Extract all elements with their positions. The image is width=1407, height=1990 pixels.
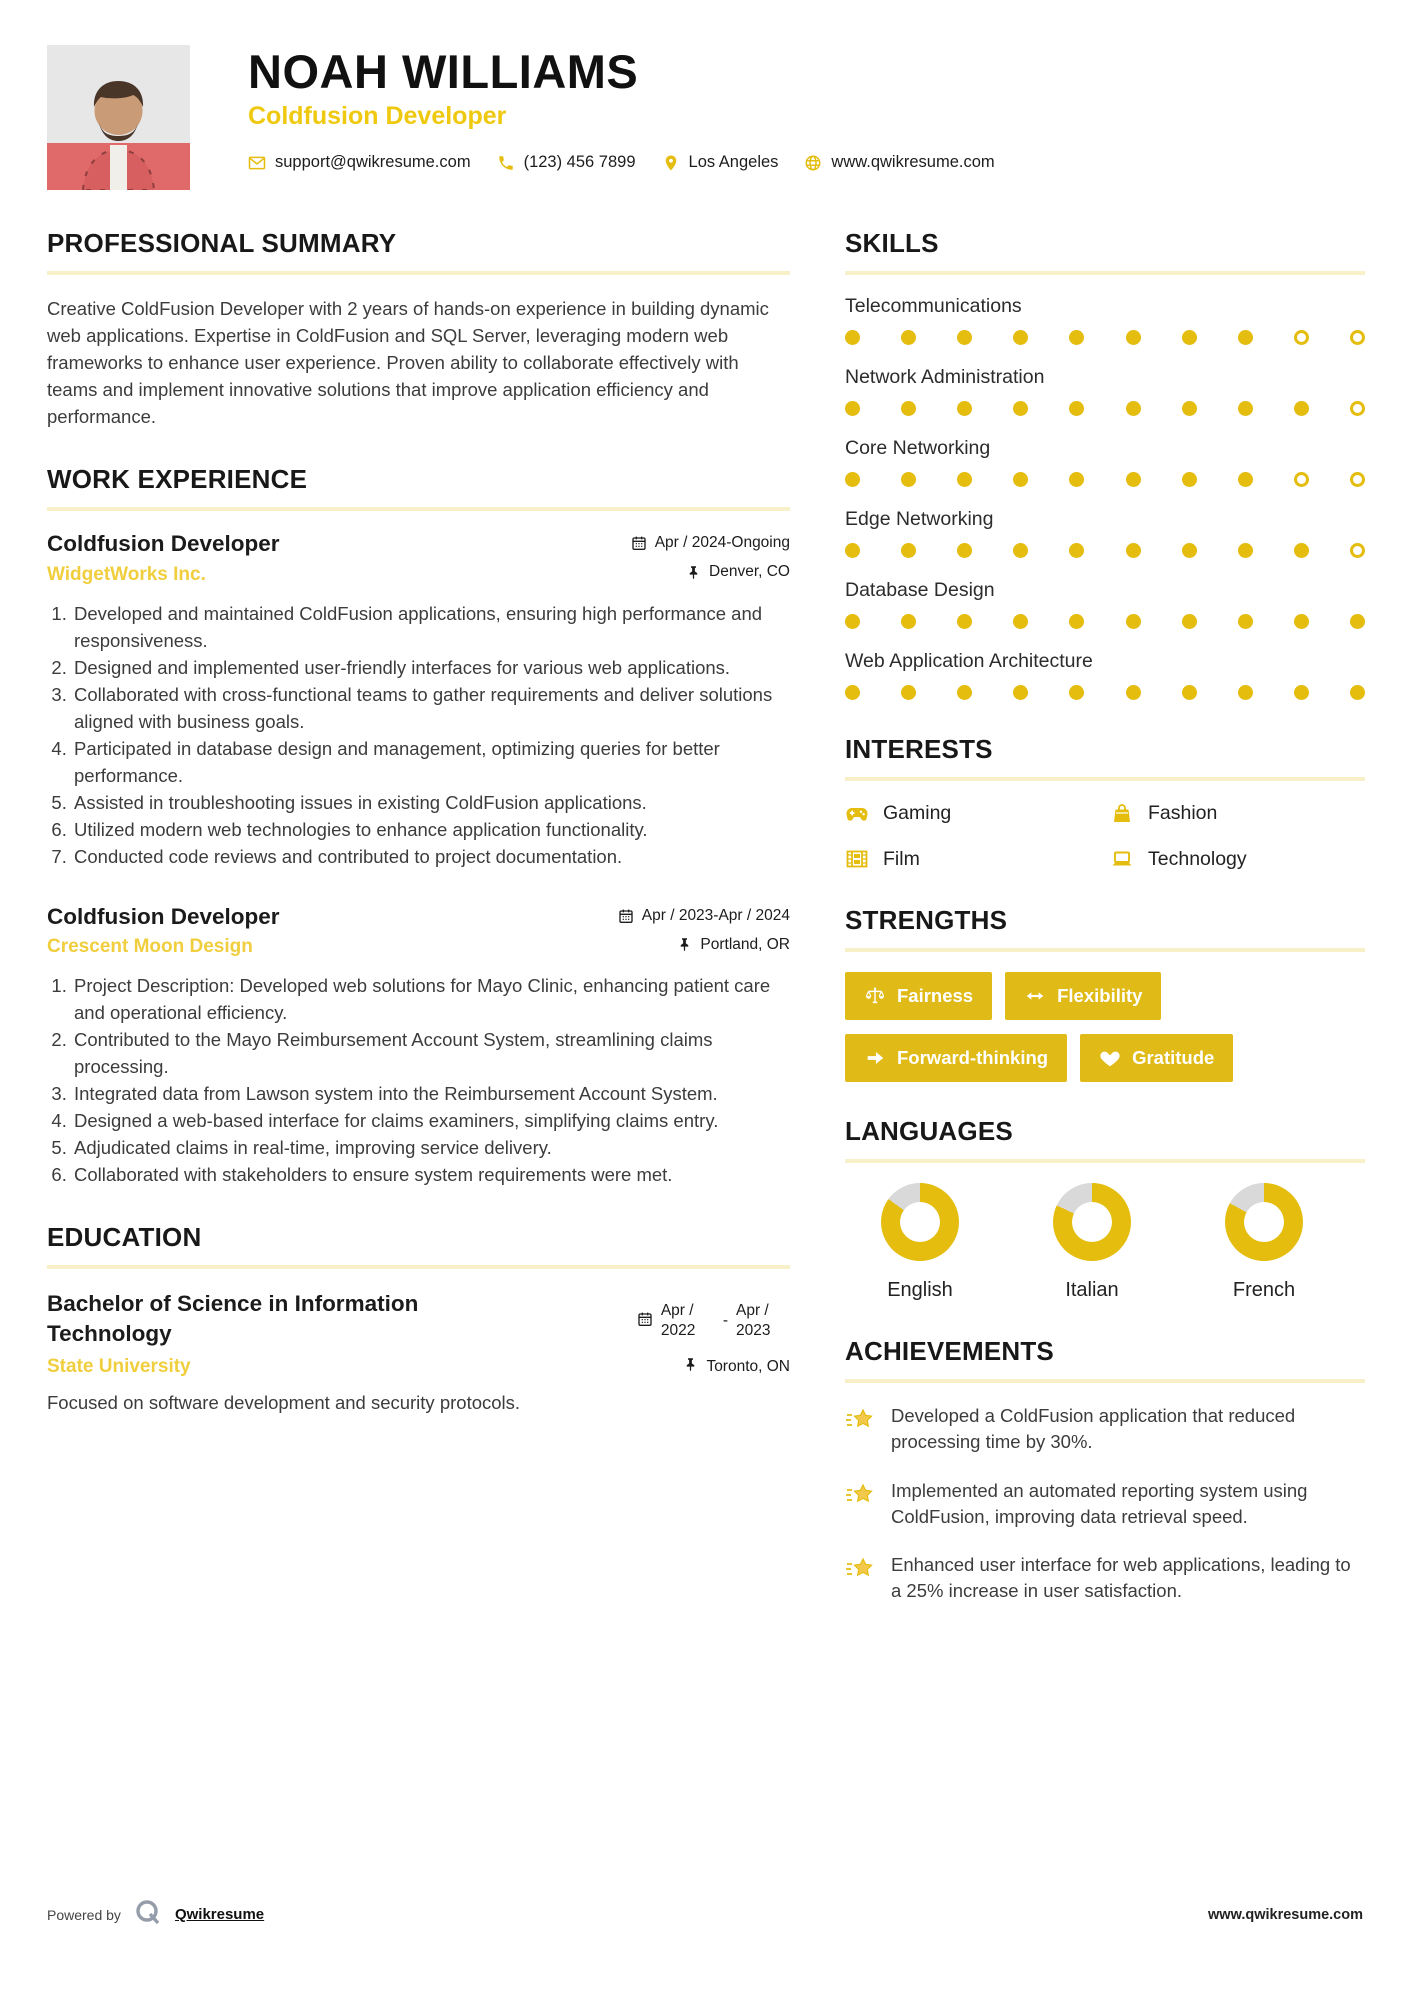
phone-icon [497, 154, 515, 172]
section-heading: SKILLS [845, 228, 939, 258]
skill-dot-filled [1126, 330, 1141, 345]
skill-dot-filled [1350, 685, 1365, 700]
skill-row [845, 437, 1365, 487]
header-main [248, 45, 995, 172]
achievement-item [845, 1552, 1365, 1605]
company-name: Crescent Moon Design [47, 936, 253, 957]
job-bullet: 3. Collaborated with cross-functional teams to gather requirements and deliver solutions aligned with business goals. [72, 681, 790, 735]
job-bullet: 7. Conducted code reviews and contributed to project documentation. [72, 843, 790, 870]
section-heading: STRENGTHS [845, 905, 1008, 935]
education-header [47, 1289, 790, 1350]
arrow-right-icon [864, 1047, 886, 1069]
language-label: Italian [1065, 1279, 1119, 1301]
skill-dot-filled [901, 401, 916, 416]
skill-dot-filled [1126, 472, 1141, 487]
job-title: Coldfusion Developer [47, 531, 280, 556]
achievements-list [845, 1403, 1365, 1605]
star-icon [845, 1403, 875, 1456]
skill-dot-filled [1126, 543, 1141, 558]
job-header [47, 531, 790, 557]
qwikresume-link[interactable]: Qwikresume [174, 1906, 265, 1923]
skill-row [845, 508, 1365, 558]
language-label: French [1232, 1279, 1296, 1301]
pin-icon [677, 937, 692, 952]
heading-rule [47, 271, 790, 275]
section-skills [845, 228, 1365, 700]
contact-text: support@qwikresume.com [275, 153, 471, 172]
heart-icon [1099, 1047, 1121, 1069]
skill-dot-filled [957, 401, 972, 416]
right-column [845, 228, 1365, 1639]
skill-dot-filled [901, 614, 916, 629]
profile-photo [47, 45, 190, 190]
interest-item [1110, 847, 1365, 871]
degree-name: Bachelor of Science in Information Technology [47, 1291, 419, 1347]
job-dates [618, 907, 790, 925]
skill-dot-filled [1013, 401, 1028, 416]
skill-dot-filled [1013, 614, 1028, 629]
education-date-end: Apr / 2023 [736, 1302, 771, 1340]
interest-item [845, 847, 1100, 871]
section-languages [845, 1116, 1365, 1302]
film-icon [845, 847, 869, 871]
job-dates-text: Apr / 2024-Ongoing [654, 534, 790, 551]
strength-badge [845, 972, 992, 1020]
section-heading: WORK EXPERIENCE [47, 464, 308, 494]
strength-label: Forward-thinking [897, 1047, 1049, 1068]
contact-item-email[interactable] [248, 153, 471, 172]
education-subrow [47, 1356, 790, 1378]
skill-dot-filled [1126, 614, 1141, 629]
job-bullets [47, 972, 790, 1188]
pin-icon [686, 565, 701, 580]
calendar-icon [618, 908, 634, 924]
job-dates [631, 534, 790, 552]
contact-item-phone[interactable] [497, 153, 636, 172]
left-right-arrow-icon [1024, 985, 1046, 1007]
job-subheader [47, 563, 790, 586]
skill-dot-filled [845, 330, 860, 345]
skill-dot-filled [1238, 472, 1253, 487]
contact-item-globe[interactable] [804, 153, 994, 172]
skill-row [845, 650, 1365, 700]
contact-text: Los Angeles [688, 153, 779, 172]
strength-label: Flexibility [1057, 985, 1143, 1006]
interest-label: Fashion [1148, 801, 1218, 824]
heading-rule [845, 777, 1365, 781]
skill-dot-filled [1013, 330, 1028, 345]
heading-rule [47, 1265, 790, 1269]
skill-dot-filled [845, 401, 860, 416]
language-donut-chart [1053, 1183, 1131, 1261]
languages-row [845, 1183, 1365, 1302]
heading-rule [47, 507, 790, 511]
contact-row [248, 153, 995, 172]
education-location-text: Toronto, ON [706, 1357, 790, 1375]
gamepad-icon [845, 801, 869, 825]
skill-dots [845, 543, 1365, 558]
star-icon [845, 1478, 875, 1531]
job-bullet: 2. Designed and implemented user-friendly interfaces for various web applications. [72, 654, 790, 681]
skill-dot-empty [1294, 330, 1309, 345]
skill-dot-filled [1069, 614, 1084, 629]
job-bullet: 6. Utilized modern web technologies to enhance application functionality. [72, 816, 790, 843]
interests-grid [845, 801, 1365, 871]
job-subheader [47, 936, 790, 959]
skill-dot-empty [1350, 330, 1365, 345]
strength-badge [845, 1034, 1067, 1082]
education-dates [637, 1293, 790, 1350]
scales-icon [864, 985, 886, 1007]
footer-site-link[interactable]: www.qwikresume.com [1208, 1906, 1363, 1923]
skill-dot-filled [1013, 543, 1028, 558]
skill-dot-filled [1182, 543, 1197, 558]
section-achievements [845, 1336, 1365, 1605]
skill-dot-filled [957, 472, 972, 487]
skill-dot-filled [1069, 685, 1084, 700]
skill-name: Edge Networking [845, 508, 994, 530]
skill-dot-filled [1069, 543, 1084, 558]
skill-dot-filled [1238, 330, 1253, 345]
education-location [683, 1357, 790, 1377]
interest-item [845, 801, 1100, 825]
language-item [845, 1183, 995, 1302]
jobs-list [47, 531, 790, 1188]
skill-name: Telecommunications [845, 295, 1022, 317]
skill-dot-filled [1238, 614, 1253, 629]
calendar-icon [631, 535, 647, 551]
job-location-text: Denver, CO [709, 563, 790, 580]
skill-dot-filled [1069, 472, 1084, 487]
heading-rule [845, 271, 1365, 275]
skill-dot-filled [1294, 401, 1309, 416]
interest-label: Technology [1148, 847, 1247, 870]
email-icon [248, 154, 266, 172]
job-entry [47, 904, 790, 1189]
interest-label: Film [883, 847, 920, 870]
job-bullet: 6. Collaborated with stakeholders to ensure system requirements were met. [72, 1161, 790, 1188]
job-bullet: 1. Project Description: Developed web solutions for Mayo Clinic, enhancing patient care and operational efficiency. [72, 972, 790, 1026]
skill-dot-filled [845, 685, 860, 700]
pin-icon [683, 1357, 698, 1377]
job-dates-text: Apr / 2023-Apr / 2024 [641, 906, 790, 924]
skill-dot-filled [957, 543, 972, 558]
interest-item [1110, 801, 1365, 825]
laptop-icon [1110, 847, 1134, 871]
job-bullet: 1. Developed and maintained ColdFusion applications, ensuring high performance and responsiveness. [72, 600, 790, 654]
skill-dot-empty [1350, 472, 1365, 487]
language-donut-chart [1225, 1183, 1303, 1261]
skill-dot-filled [1126, 401, 1141, 416]
job-entry [47, 531, 790, 870]
powered-by-label: Powered by [47, 1906, 121, 1923]
achievement-text: Enhanced user interface for web applications, leading to a 25% increase in user satisfaction. [891, 1554, 1351, 1602]
skill-name: Network Administration [845, 366, 1045, 388]
profile-photo-image [47, 45, 190, 190]
skill-dot-filled [845, 472, 860, 487]
skill-dot-filled [1013, 685, 1028, 700]
education-note: Focused on software development and security protocols. [47, 1391, 521, 1413]
person-title: Coldfusion Developer [248, 102, 507, 131]
job-bullet: 5. Adjudicated claims in real-time, improving service delivery. [72, 1134, 790, 1161]
job-bullet: 2. Contributed to the Mayo Reimbursement Account System, streamlining claims processing. [72, 1026, 790, 1080]
section-heading: EDUCATION [47, 1222, 202, 1252]
skill-dot-filled [1238, 685, 1253, 700]
school-name: State University [47, 1355, 191, 1377]
strength-label: Gratitude [1132, 1047, 1215, 1068]
language-item [1189, 1183, 1339, 1302]
achievement-text: Implemented an automated reporting system using ColdFusion, improving data retrieval speed. [891, 1479, 1308, 1527]
skill-dot-filled [845, 614, 860, 629]
job-bullet: 4. Participated in database design and management, optimizing queries for better performance. [72, 735, 790, 789]
skill-name: Core Networking [845, 437, 991, 459]
skill-dot-filled [1069, 401, 1084, 416]
job-title: Coldfusion Developer [47, 903, 280, 929]
skill-dot-empty [1294, 472, 1309, 487]
star-icon [845, 1552, 875, 1605]
section-interests [845, 734, 1365, 871]
contact-item-location[interactable] [662, 153, 779, 172]
skill-dots [845, 685, 1365, 700]
job-bullets [47, 600, 790, 870]
job-location-text: Portland, OR [700, 935, 790, 953]
section-heading: PROFESSIONAL SUMMARY [47, 228, 397, 258]
section-strengths [845, 905, 1365, 1082]
skill-dot-filled [1126, 685, 1141, 700]
job-location [677, 936, 790, 954]
strength-badge [1005, 972, 1161, 1020]
columns [47, 228, 1365, 1639]
job-header [47, 904, 790, 930]
skill-dot-filled [1182, 685, 1197, 700]
skill-dot-filled [1182, 330, 1197, 345]
calendar-icon [637, 1311, 653, 1332]
achievement-item [845, 1478, 1365, 1531]
education-date-start: Apr / 2022 [660, 1302, 696, 1340]
contact-text: www.qwikresume.com [831, 153, 995, 172]
header [47, 45, 1365, 190]
skill-dot-filled [1182, 614, 1197, 629]
skill-dots [845, 614, 1365, 629]
strength-label: Fairness [897, 985, 974, 1006]
skill-row [845, 366, 1365, 416]
skill-dots [845, 401, 1365, 416]
location-icon [662, 154, 680, 172]
qwikresume-logo-icon [133, 1897, 163, 1932]
language-donut-chart [881, 1183, 959, 1261]
skill-dot-filled [901, 685, 916, 700]
skill-dot-empty [1350, 543, 1365, 558]
job-bullet: 5. Assisted in troubleshooting issues in existing ColdFusion applications. [72, 789, 790, 816]
language-item [1017, 1183, 1167, 1302]
skill-name: Database Design [845, 579, 995, 601]
job-bullet: 4. Designed a web-based interface for claims examiners, simplifying claims entry. [72, 1107, 790, 1134]
heading-rule [845, 948, 1365, 952]
job-location [686, 563, 790, 581]
skill-dot-filled [1013, 472, 1028, 487]
skill-name: Web Application Architecture [845, 650, 1093, 672]
job-bullet: 3. Integrated data from Lawson system into the Reimbursement Account System. [72, 1080, 790, 1107]
achievement-text: Developed a ColdFusion application that reduced processing time by 30%. [891, 1405, 1296, 1453]
skill-row [845, 579, 1365, 629]
strength-badge [1080, 1034, 1233, 1082]
skill-dot-filled [1182, 401, 1197, 416]
skill-dot-filled [1294, 685, 1309, 700]
skill-dots [845, 472, 1365, 487]
skill-row [845, 295, 1365, 345]
section-education [47, 1222, 790, 1414]
skill-dot-filled [1294, 614, 1309, 629]
strengths-badges [845, 972, 1365, 1082]
education-date-separator: - [722, 1312, 728, 1330]
skill-dot-filled [957, 685, 972, 700]
heading-rule [845, 1159, 1365, 1163]
person-name: NOAH WILLIAMS [248, 45, 639, 98]
section-heading: INTERESTS [845, 734, 993, 764]
language-label: English [887, 1279, 953, 1301]
section-work-experience [47, 464, 790, 1188]
skill-dot-filled [1069, 330, 1084, 345]
skill-dot-filled [901, 330, 916, 345]
interest-label: Gaming [883, 801, 952, 824]
skill-dot-filled [1182, 472, 1197, 487]
company-name: WidgetWorks Inc. [47, 563, 206, 585]
section-professional-summary [47, 228, 790, 430]
summary-text: Creative ColdFusion Developer with 2 years of hands-on experience in building dynamic web applications. Expertise in ColdFusion and SQL Server, leveraging modern web frameworks to enhance user experience. Proven ability to collaborate effectively with teams and implement innovative solutions that improve application efficiency and performance. [47, 298, 769, 427]
heading-rule [845, 1379, 1365, 1383]
footer-brand [47, 1897, 264, 1932]
skill-dot-empty [1350, 401, 1365, 416]
globe-icon [804, 154, 822, 172]
skill-dot-filled [1294, 543, 1309, 558]
skill-dot-filled [901, 543, 916, 558]
skill-dot-filled [1238, 543, 1253, 558]
handbag-icon [1110, 801, 1134, 825]
achievement-item [845, 1403, 1365, 1456]
skill-dots [845, 330, 1365, 345]
footer [47, 1897, 1363, 1932]
section-heading: ACHIEVEMENTS [845, 1336, 1054, 1366]
contact-text: (123) 456 7899 [523, 153, 636, 172]
section-heading: LANGUAGES [845, 1116, 1013, 1146]
skill-dot-filled [957, 614, 972, 629]
skill-dot-filled [845, 543, 860, 558]
skill-dot-filled [1238, 401, 1253, 416]
skills-list [845, 295, 1365, 700]
skill-dot-filled [901, 472, 916, 487]
left-column [47, 228, 790, 1639]
skill-dot-filled [1350, 614, 1365, 629]
skill-dot-filled [957, 330, 972, 345]
